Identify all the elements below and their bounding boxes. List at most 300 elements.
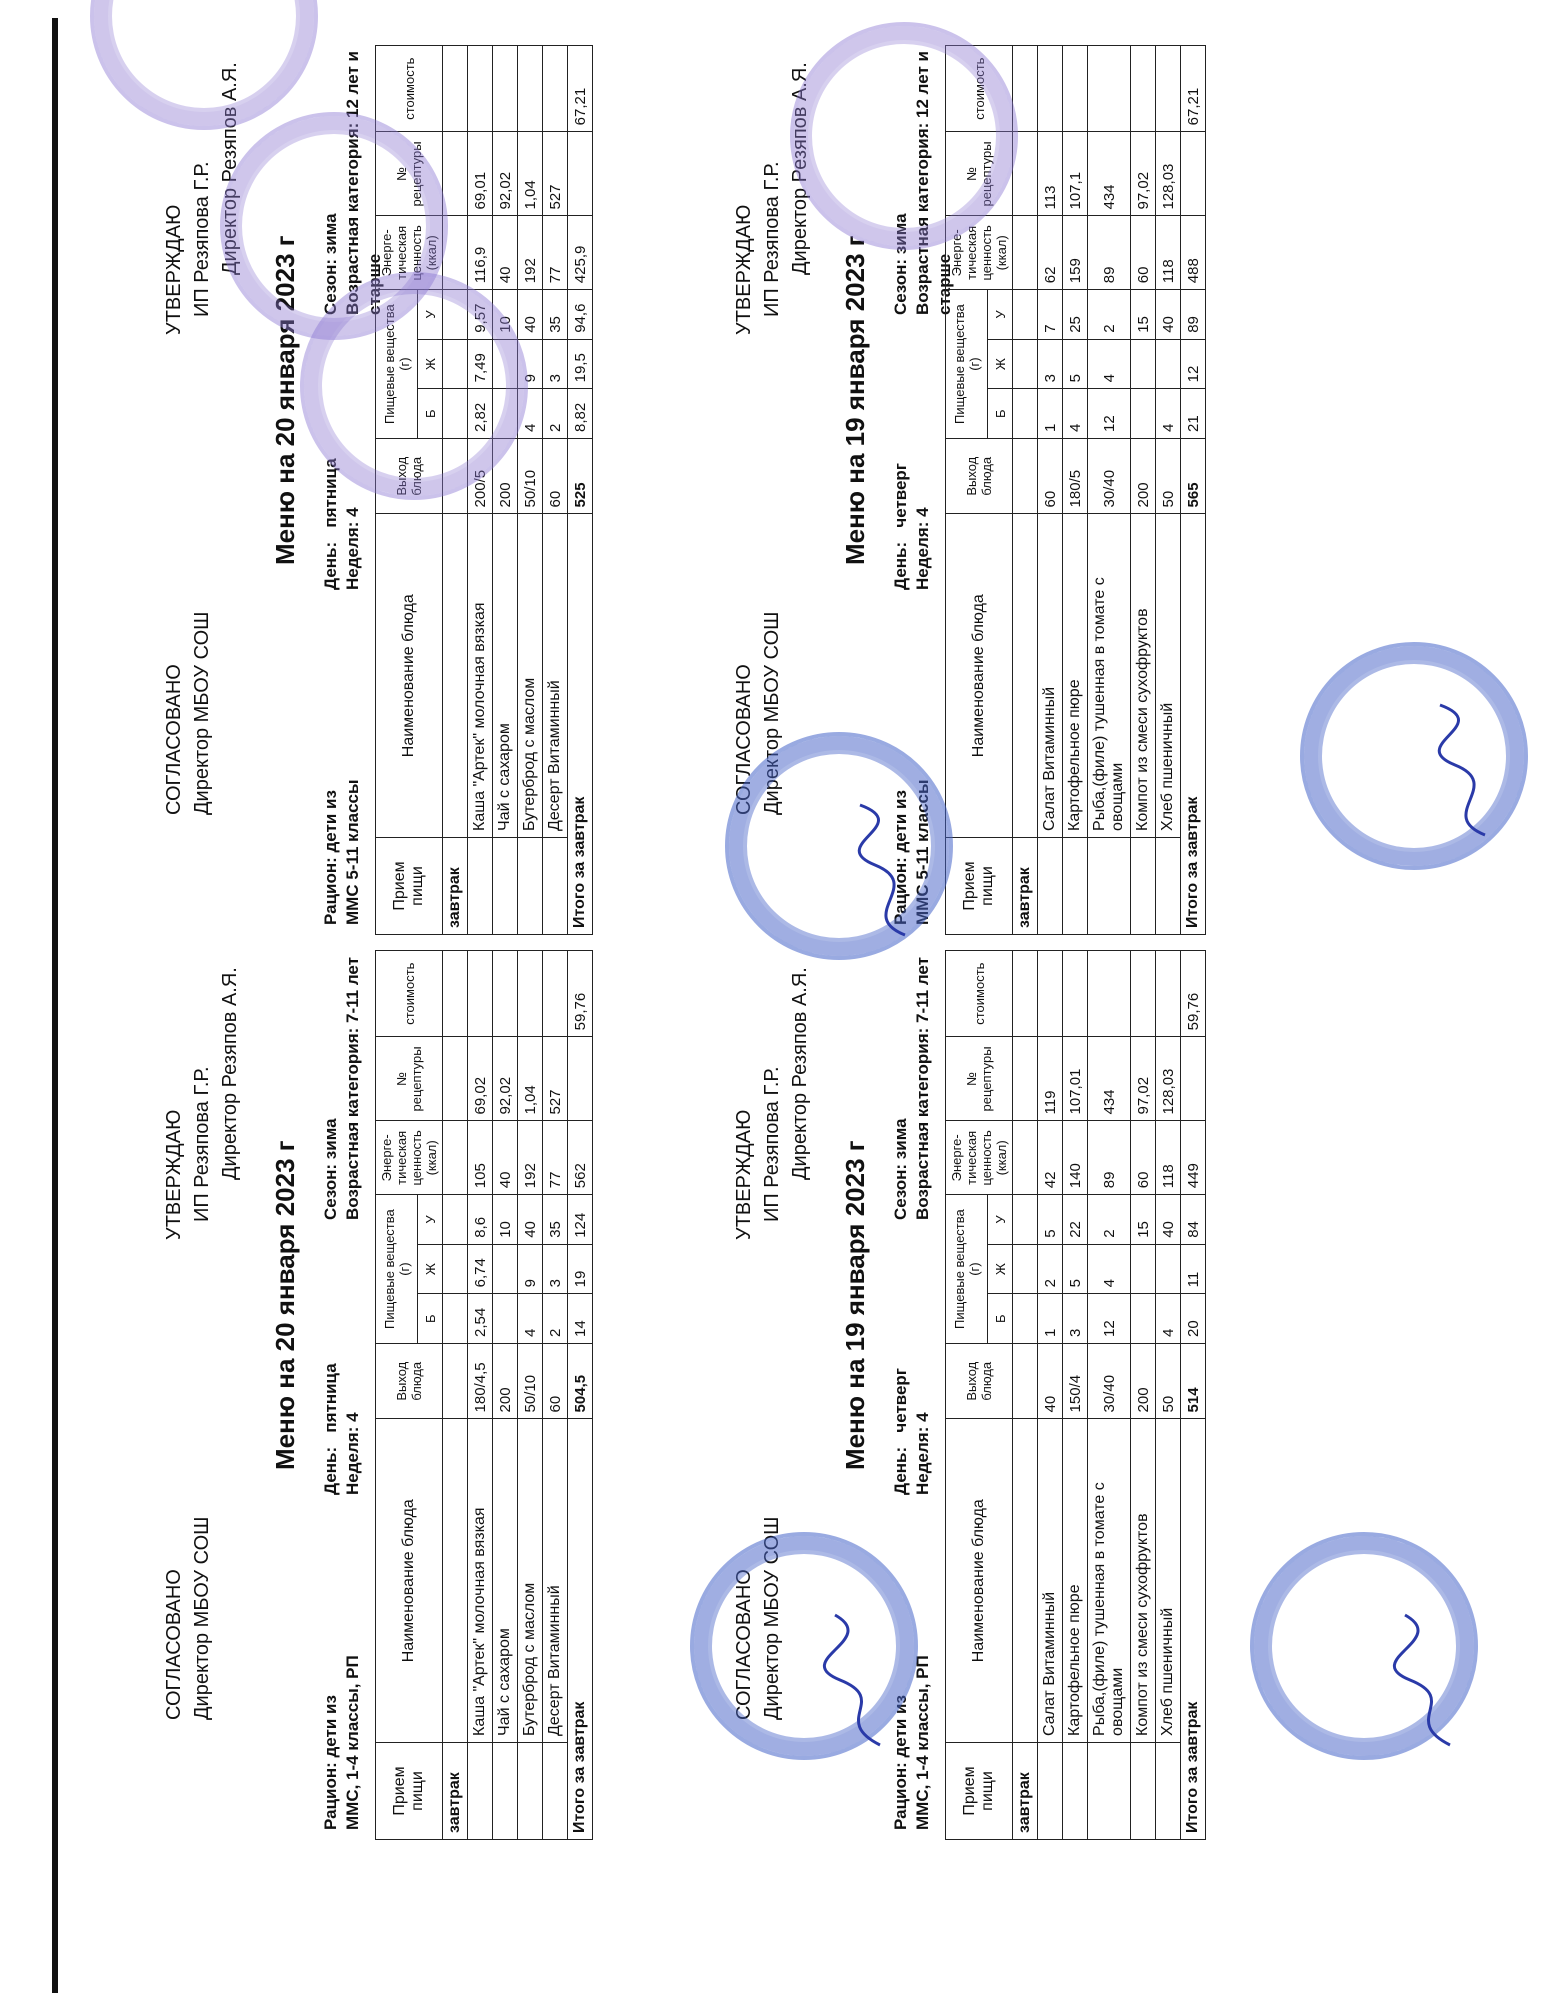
approved-signer: Директор Резяпов А.Я.: [789, 967, 811, 1180]
recipe-number: 69,01: [468, 132, 493, 216]
week-label: Неделя:: [913, 1426, 932, 1495]
fat-value: 7,49: [468, 339, 493, 389]
fat-value: 5: [1063, 339, 1088, 389]
menu-table: [375, 950, 593, 1840]
recipe-number: 97,02: [1131, 132, 1156, 216]
table-row: [543, 46, 568, 935]
day-value: четверг: [891, 1368, 910, 1433]
energy-value: 159: [1063, 216, 1088, 290]
dish-yield: 60: [543, 1343, 568, 1418]
carb-value: 40: [518, 290, 543, 340]
protein-value: 2,82: [468, 389, 493, 439]
dish-yield: 60: [1038, 438, 1063, 513]
col-meal: Прием пищи: [376, 1742, 443, 1839]
total-row: [1181, 46, 1206, 935]
approved-heading: УТВЕРЖДАЮ: [163, 1109, 185, 1240]
carb-value: 10: [493, 290, 518, 340]
energy-value: 60: [1131, 1121, 1156, 1195]
ration-block: [320, 779, 364, 925]
energy-value: 118: [1156, 216, 1181, 290]
dish-yield: 150/4: [1063, 1343, 1088, 1418]
header-row: [376, 46, 418, 935]
agreed-heading: СОГЛАСОВАНО: [733, 664, 755, 815]
total-b: 14: [568, 1294, 593, 1344]
dish-name: Чай с сахаром: [493, 514, 518, 838]
dish-yield: 30/40: [1088, 438, 1131, 513]
dish-yield: 200/5: [468, 438, 493, 513]
carb-value: 25: [1063, 290, 1088, 340]
total-cost: 67,21: [1181, 46, 1206, 132]
season-value: зима: [891, 1118, 910, 1160]
approved-block: [160, 967, 244, 1240]
approved-signer: Директор Резяпов А.Я.: [219, 967, 241, 1180]
fat-value: 3: [543, 339, 568, 389]
meal-name: завтрак: [443, 837, 468, 934]
col-yield: Выход блюда: [376, 1343, 443, 1418]
ration-value: ММС, 1-4 классы, РП: [343, 1655, 362, 1830]
protein-value: 12: [1088, 389, 1131, 439]
col-yield: Выход блюда: [946, 438, 1013, 513]
col-energy: Энерге-тическая ценность (ккал): [376, 1121, 443, 1195]
total-energy: 449: [1181, 1121, 1206, 1195]
total-yield: 514: [1181, 1343, 1206, 1418]
fat-value: 9: [518, 1244, 543, 1294]
energy-value: 60: [1131, 216, 1156, 290]
protein-value: 2,54: [468, 1294, 493, 1344]
col-zh: Ж: [988, 1244, 1013, 1294]
age-label: Возрастная категория:: [343, 122, 362, 315]
dish-yield: 200: [493, 438, 518, 513]
energy-value: 40: [493, 1121, 518, 1195]
col-u: У: [988, 1195, 1013, 1245]
dish-name: Картофельное пюре: [1063, 1419, 1088, 1743]
total-row: [568, 951, 593, 1840]
total-label: Итого за завтрак: [1181, 1419, 1206, 1840]
agreed-heading: СОГЛАСОВАНО: [733, 1569, 755, 1720]
col-meal: Прием пищи: [376, 837, 443, 934]
carb-value: 8,6: [468, 1195, 493, 1245]
protein-value: 4: [1063, 389, 1088, 439]
week-label: Неделя:: [343, 521, 362, 590]
season-value: зима: [321, 213, 340, 255]
table-row: [1038, 951, 1063, 1840]
col-energy: Энерге-тическая ценность (ккал): [946, 216, 1013, 290]
total-zh: 12: [1181, 339, 1206, 389]
table-row: [1131, 951, 1156, 1840]
carb-value: 22: [1063, 1195, 1088, 1245]
header-row: [376, 951, 418, 1840]
col-u: У: [418, 1195, 443, 1245]
col-dish: Наименование блюда: [946, 514, 1013, 838]
recipe-number: 97,02: [1131, 1037, 1156, 1121]
meal-row: [1013, 951, 1038, 1840]
table-row: [468, 46, 493, 935]
total-label: Итого за завтрак: [568, 1419, 593, 1840]
total-row: [568, 46, 593, 935]
col-yield: Выход блюда: [946, 1343, 1013, 1418]
table-row: [1088, 46, 1131, 935]
season-value: зима: [321, 1118, 340, 1160]
dish-yield: 60: [543, 438, 568, 513]
protein-value: 4: [518, 389, 543, 439]
table-row: [493, 951, 518, 1840]
recipe-number: 128,03: [1156, 132, 1181, 216]
menu-20-jan-5-11: [130, 35, 810, 935]
energy-value: 105: [468, 1121, 493, 1195]
col-nutrients: Пищевые вещества (г): [376, 290, 418, 439]
total-b: 20: [1181, 1294, 1206, 1344]
fat-value: [1156, 339, 1181, 389]
total-yield: 504,5: [568, 1343, 593, 1418]
table-row: [1063, 46, 1088, 935]
week-label: Неделя:: [913, 521, 932, 590]
day-week-block: [320, 458, 364, 590]
col-cost: стоимость: [946, 951, 1013, 1037]
season-label: Сезон:: [891, 258, 910, 315]
meal-name: завтрак: [1013, 837, 1038, 934]
carb-value: 9,57: [468, 290, 493, 340]
season-age-block: [890, 957, 934, 1220]
dish-name: Каша "Артек" молочная вязкая: [468, 1419, 493, 1743]
col-nutrients: Пищевые вещества (г): [946, 290, 988, 439]
season-age-block: [320, 957, 364, 1220]
dish-yield: 30/40: [1088, 1343, 1131, 1418]
recipe-number: 527: [543, 1037, 568, 1121]
dish-name: Каша "Артек" молочная вязкая: [468, 514, 493, 838]
col-energy: Энерге-тическая ценность (ккал): [946, 1121, 1013, 1195]
fat-value: 4: [1088, 1244, 1131, 1294]
dish-yield: 200: [1131, 438, 1156, 513]
table-row: [1156, 951, 1181, 1840]
total-b: 8,82: [568, 389, 593, 439]
recipe-number: 113: [1038, 132, 1063, 216]
total-cost: 59,76: [568, 951, 593, 1037]
table-row: [543, 951, 568, 1840]
col-recipe: № рецептуры: [376, 1037, 443, 1121]
col-zh: Ж: [418, 339, 443, 389]
protein-value: 1: [1038, 1294, 1063, 1344]
week-value: 4: [343, 507, 362, 517]
agreed-signer: Директор МБОУ СОШ: [191, 1516, 213, 1720]
age-label: Возрастная категория:: [913, 1027, 932, 1220]
menu-table: [375, 45, 593, 935]
day-label: День:: [891, 1446, 910, 1495]
meal-row: [443, 951, 468, 1840]
col-recipe: № рецептуры: [376, 132, 443, 216]
approved-org: ИП Резяпова Г.Р.: [191, 1066, 213, 1222]
day-week-block: [890, 1368, 934, 1495]
carb-value: 2: [1088, 290, 1131, 340]
week-label: Неделя:: [343, 1426, 362, 1495]
dish-name: Компот из смеси сухофруктов: [1131, 1419, 1156, 1743]
menu-20-jan-1-4: [130, 940, 810, 1840]
agreed-signer: Директор МБОУ СОШ: [191, 611, 213, 815]
ration-block: [320, 1655, 364, 1830]
total-label: Итого за завтрак: [568, 514, 593, 935]
energy-value: 77: [543, 1121, 568, 1195]
total-label: Итого за завтрак: [1181, 514, 1206, 935]
total-zh: 11: [1181, 1244, 1206, 1294]
energy-value: 116,9: [468, 216, 493, 290]
agreed-block: [160, 611, 216, 815]
total-row: [1181, 951, 1206, 1840]
col-dish: Наименование блюда: [376, 514, 443, 838]
table-row: [468, 951, 493, 1840]
ration-label: Рацион: дети из: [891, 1695, 910, 1830]
day-label: День:: [321, 1446, 340, 1495]
energy-value: 62: [1038, 216, 1063, 290]
fat-value: [493, 1244, 518, 1294]
protein-value: 3: [1063, 1294, 1088, 1344]
col-cost: стоимость: [376, 46, 443, 132]
dish-name: Рыба,(филе) тушенная в томате с овощами: [1088, 1419, 1131, 1743]
total-cost: 67,21: [568, 46, 593, 132]
dish-name: Хлеб пшеничный: [1156, 1419, 1181, 1743]
energy-value: 42: [1038, 1121, 1063, 1195]
carb-value: 15: [1131, 290, 1156, 340]
dish-name: Бутерброд с маслом: [518, 1419, 543, 1743]
day-value: четверг: [891, 463, 910, 528]
recipe-number: 128,03: [1156, 1037, 1181, 1121]
col-zh: Ж: [418, 1244, 443, 1294]
ration-label: Рацион: дети из: [891, 790, 910, 925]
recipe-number: 92,02: [493, 132, 518, 216]
recipe-number: 1,04: [518, 1037, 543, 1121]
recipe-number: 92,02: [493, 1037, 518, 1121]
meal-row: [443, 46, 468, 935]
recipe-number: 434: [1088, 132, 1131, 216]
approved-signer: Директор Резяпов А.Я.: [789, 62, 811, 275]
total-energy: 425,9: [568, 216, 593, 290]
agreed-heading: СОГЛАСОВАНО: [163, 1569, 185, 1720]
total-cost: 59,76: [1181, 951, 1206, 1037]
col-nutrients: Пищевые вещества (г): [946, 1195, 988, 1344]
dish-name: Картофельное пюре: [1063, 514, 1088, 838]
total-energy: 488: [1181, 216, 1206, 290]
protein-value: 2: [543, 389, 568, 439]
energy-value: 192: [518, 1121, 543, 1195]
menu-table: [945, 45, 1206, 935]
menu-title: Меню на 19 января 2023 г: [840, 1140, 870, 1470]
day-week-block: [890, 463, 934, 590]
energy-value: 89: [1088, 1121, 1131, 1195]
energy-value: 118: [1156, 1121, 1181, 1195]
recipe-number: 434: [1088, 1037, 1131, 1121]
col-b: Б: [988, 389, 1013, 439]
dish-yield: 50: [1156, 1343, 1181, 1418]
week-value: 4: [913, 1412, 932, 1422]
fat-value: 6,74: [468, 1244, 493, 1294]
meal-row: [1013, 46, 1038, 935]
carb-value: 15: [1131, 1195, 1156, 1245]
protein-value: 4: [518, 1294, 543, 1344]
total-zh: 19: [568, 1244, 593, 1294]
total-zh: 19,5: [568, 339, 593, 389]
dish-name: Компот из смеси сухофруктов: [1131, 514, 1156, 838]
approved-org: ИП Резяпова Г.Р.: [761, 1066, 783, 1222]
col-yield: Выход блюда: [376, 438, 443, 513]
fat-value: 9: [518, 339, 543, 389]
protein-value: 4: [1156, 1294, 1181, 1344]
dish-name: Салат Витаминный: [1038, 514, 1063, 838]
ration-label: Рацион: дети из: [321, 790, 340, 925]
dish-yield: 50/10: [518, 1343, 543, 1418]
day-value: пятница: [321, 1363, 340, 1433]
age-value: 7-11 лет: [913, 957, 932, 1023]
ration-value: ММС 5-11 классы: [343, 779, 362, 925]
carb-value: 35: [543, 290, 568, 340]
table-row: [1063, 951, 1088, 1840]
total-b: 21: [1181, 389, 1206, 439]
ration-label: Рацион: дети из: [321, 1695, 340, 1830]
dish-name: Рыба,(филе) тушенная в томате с овощами: [1088, 514, 1131, 838]
recipe-number: 1,04: [518, 132, 543, 216]
agreed-block: [160, 1516, 216, 1720]
meal-name: завтрак: [443, 1742, 468, 1839]
carb-value: 2: [1088, 1195, 1131, 1245]
col-b: Б: [988, 1294, 1013, 1344]
col-energy: Энерге-тическая ценность (ккал): [376, 216, 443, 290]
dish-yield: 200: [493, 1343, 518, 1418]
col-u: У: [988, 290, 1013, 340]
age-value: 7-11 лет: [343, 957, 362, 1023]
day-label: День:: [321, 541, 340, 590]
protein-value: 12: [1088, 1294, 1131, 1344]
col-recipe: № рецептуры: [946, 132, 1013, 216]
week-value: 4: [913, 507, 932, 517]
carb-value: 7: [1038, 290, 1063, 340]
header-row: [946, 951, 988, 1840]
menu-title: Меню на 20 января 2023 г: [270, 1140, 300, 1470]
season-label: Сезон:: [321, 258, 340, 315]
table-row: [493, 46, 518, 935]
fat-value: [1131, 339, 1156, 389]
col-cost: стоимость: [376, 951, 443, 1037]
fat-value: 2: [1038, 1244, 1063, 1294]
carb-value: 40: [518, 1195, 543, 1245]
col-dish: Наименование блюда: [376, 1419, 443, 1743]
table-row: [1131, 46, 1156, 935]
dish-yield: 50: [1156, 438, 1181, 513]
dish-name: Салат Витаминный: [1038, 1419, 1063, 1743]
protein-value: 4: [1156, 389, 1181, 439]
protein-value: [1131, 389, 1156, 439]
protein-value: [1131, 1294, 1156, 1344]
total-energy: 562: [568, 1121, 593, 1195]
total-u: 124: [568, 1195, 593, 1245]
table-row: [1156, 46, 1181, 935]
recipe-number: 107,01: [1063, 1037, 1088, 1121]
meal-name: завтрак: [1013, 1742, 1038, 1839]
fat-value: 5: [1063, 1244, 1088, 1294]
signature-1: [1390, 1610, 1470, 1750]
agreed-heading: СОГЛАСОВАНО: [163, 664, 185, 815]
col-zh: Ж: [988, 339, 1013, 389]
fat-value: [493, 339, 518, 389]
protein-value: 2: [543, 1294, 568, 1344]
approved-heading: УТВЕРЖДАЮ: [163, 204, 185, 335]
recipe-number: 69,02: [468, 1037, 493, 1121]
season-label: Сезон:: [321, 1163, 340, 1220]
total-u: 89: [1181, 290, 1206, 340]
header-row: [946, 46, 988, 935]
age-label: Возрастная категория:: [913, 122, 932, 315]
dish-yield: 180/4,5: [468, 1343, 493, 1418]
day-week-block: [320, 1363, 364, 1495]
recipe-number: 107,1: [1063, 132, 1088, 216]
carb-value: 5: [1038, 1195, 1063, 1245]
dish-yield: 50/10: [518, 438, 543, 513]
age-label: Возрастная категория:: [343, 1027, 362, 1220]
col-cost: стоимость: [946, 46, 1013, 132]
energy-value: 40: [493, 216, 518, 290]
protein-value: [493, 389, 518, 439]
energy-value: 140: [1063, 1121, 1088, 1195]
carb-value: 35: [543, 1195, 568, 1245]
col-b: Б: [418, 389, 443, 439]
col-u: У: [418, 290, 443, 340]
carb-value: 40: [1156, 1195, 1181, 1245]
signature-2: [1430, 700, 1510, 840]
ration-block: [890, 779, 934, 925]
col-meal: Прием пищи: [946, 1742, 1013, 1839]
table-row: [518, 46, 543, 935]
carb-value: 40: [1156, 290, 1181, 340]
fat-value: [1131, 1244, 1156, 1294]
approved-heading: УТВЕРЖДАЮ: [733, 1109, 755, 1240]
ration-value: ММС 5-11 классы: [913, 779, 932, 925]
table-row: [1038, 46, 1063, 935]
protein-value: [493, 1294, 518, 1344]
table-row: [518, 951, 543, 1840]
ration-value: ММС, 1-4 классы, РП: [913, 1655, 932, 1830]
dish-name: Бутерброд с маслом: [518, 514, 543, 838]
total-u: 84: [1181, 1195, 1206, 1245]
col-nutrients: Пищевые вещества (г): [376, 1195, 418, 1344]
approved-org: ИП Резяпова Г.Р.: [191, 161, 213, 317]
dish-name: Десерт Витаминный: [543, 1419, 568, 1743]
fat-value: 3: [543, 1244, 568, 1294]
menu-table: [945, 950, 1206, 1840]
approved-org: ИП Резяпова Г.Р.: [761, 161, 783, 317]
age-value: 12 лет и старше: [913, 51, 954, 315]
agreed-signer: Директор МБОУ СОШ: [761, 611, 783, 815]
energy-value: 89: [1088, 216, 1131, 290]
col-meal: Прием пищи: [946, 837, 1013, 934]
carb-value: 10: [493, 1195, 518, 1245]
total-yield: 565: [1181, 438, 1206, 513]
col-b: Б: [418, 1294, 443, 1344]
table-row: [1088, 951, 1131, 1840]
dish-yield: 180/5: [1063, 438, 1088, 513]
dish-yield: 200: [1131, 1343, 1156, 1418]
day-value: пятница: [321, 458, 340, 528]
col-dish: Наименование блюда: [946, 1419, 1013, 1743]
ration-block: [890, 1655, 934, 1830]
day-label: День:: [891, 541, 910, 590]
fat-value: 4: [1088, 339, 1131, 389]
total-u: 94,6: [568, 290, 593, 340]
col-recipe: № рецептуры: [946, 1037, 1013, 1121]
dish-name: Десерт Витаминный: [543, 514, 568, 838]
approved-block: [160, 62, 244, 335]
approved-signer: Директор Резяпов А.Я.: [219, 62, 241, 275]
recipe-number: 119: [1038, 1037, 1063, 1121]
recipe-number: 527: [543, 132, 568, 216]
menu-title: Меню на 20 января 2023 г: [270, 235, 300, 565]
energy-value: 192: [518, 216, 543, 290]
age-value: 12 лет и старше: [343, 51, 384, 315]
